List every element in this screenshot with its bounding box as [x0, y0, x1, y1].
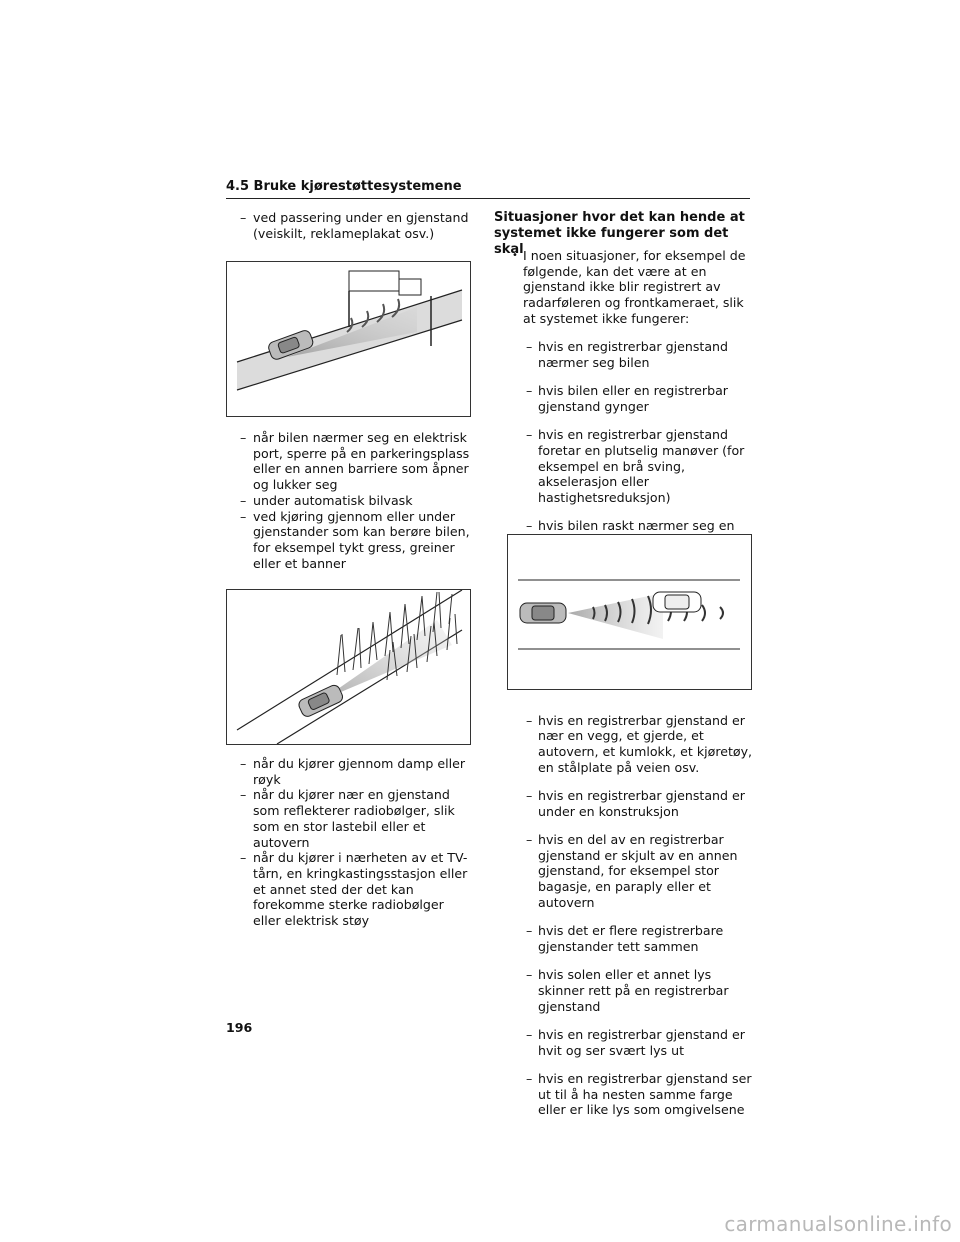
list-item: – hvis bilen eller en registrerbar gjenstand gynger	[510, 383, 755, 414]
left-block-1	[240, 210, 472, 241]
page-number: 196	[226, 1020, 253, 1035]
list-item: – når bilen nærmer seg en elektrisk port, sperre på en parkeringsplass eller en annen barriere som åpner og lukker seg	[240, 430, 472, 493]
list-item: – hvis solen eller et annet lys skinner rett på en registrerbar gjenstand	[510, 967, 755, 1014]
figure-overhead-sign	[226, 261, 471, 417]
list-item: – når du kjører i nærheten av et TV-tårn, en kringkastingsstasjon eller et annet sted der det kan forekomme sterke radiobølger eller elektrisk støy	[240, 850, 472, 929]
list-item: – hvis en registrerbar gjenstand er under en konstruksjon	[510, 788, 755, 819]
car-under-sign-illustration	[227, 262, 470, 416]
right-block-2	[510, 700, 755, 1131]
header-divider	[226, 198, 750, 199]
list-item: – under automatisk bilvask	[240, 493, 472, 509]
list-item: – hvis en registrerbar gjenstand er hvit og ser svært lys ut	[510, 1027, 755, 1058]
list-item: – hvis bilen raskt nærmer seg en	[510, 518, 755, 549]
list-item: – hvis en registrerbar gjenstand er nær en vegg, et gjerde, et autovern, et kumlokk, et kjøretøy, en stålplate på veien osv.	[510, 713, 755, 776]
watermark: carmanualsonline.info	[724, 1212, 952, 1236]
list-item: – hvis en del av en registrerbar gjenstand er skjult av en annen gjenstand, for eksempel stor bagasje, en paraply eller et autovern	[510, 832, 755, 911]
car-tall-grass-illustration	[227, 590, 470, 744]
list-item: – hvis det er flere registrerbare gjenstander tett sammen	[510, 923, 755, 954]
bullet-item: • I noen situasjoner, for eksempel de følgende, kan det være at en gjenstand ikke blir registrert av radarføleren og frontkameraet, slik at systemet ikke fungerer:	[510, 248, 755, 327]
list-item: – hvis en registrerbar gjenstand ser ut til å ha nesten samme farge eller er like lys som omgivelsene	[510, 1071, 755, 1118]
list-item: – ved kjøring gjennom eller under gjenstander som kan berøre bilen, for eksempel tykt gress, greiner eller et banner	[240, 509, 472, 572]
figure-offset-vehicle	[507, 534, 752, 690]
list-item: – når du kjører gjennom damp eller røyk	[240, 756, 472, 787]
list-item: – hvis en registrerbar gjenstand nærmer seg bilen	[510, 339, 755, 370]
list-item: – ved passering under en gjenstand (veiskilt, reklameplakat osv.)	[240, 210, 472, 241]
section-header: 4.5 Bruke kjørestøttesystemene	[226, 179, 462, 194]
left-block-3	[240, 756, 472, 929]
section-heading: Situasjoner hvor det kan hende at systemet ikke fungerer som det skal	[494, 210, 745, 257]
list-item: – når du kjører nær en gjenstand som reflekterer radiobølger, slik som en stor lastebil eller et autovern	[240, 787, 472, 850]
left-block-2	[240, 430, 472, 571]
list-item: – hvis en registrerbar gjenstand foretar en plutselig manøver (for eksempel en brå sving, akselerasjon eller hastighetsreduksjon)	[510, 427, 755, 506]
car-offset-vehicle-illustration	[508, 535, 751, 689]
figure-tall-grass	[226, 589, 471, 745]
